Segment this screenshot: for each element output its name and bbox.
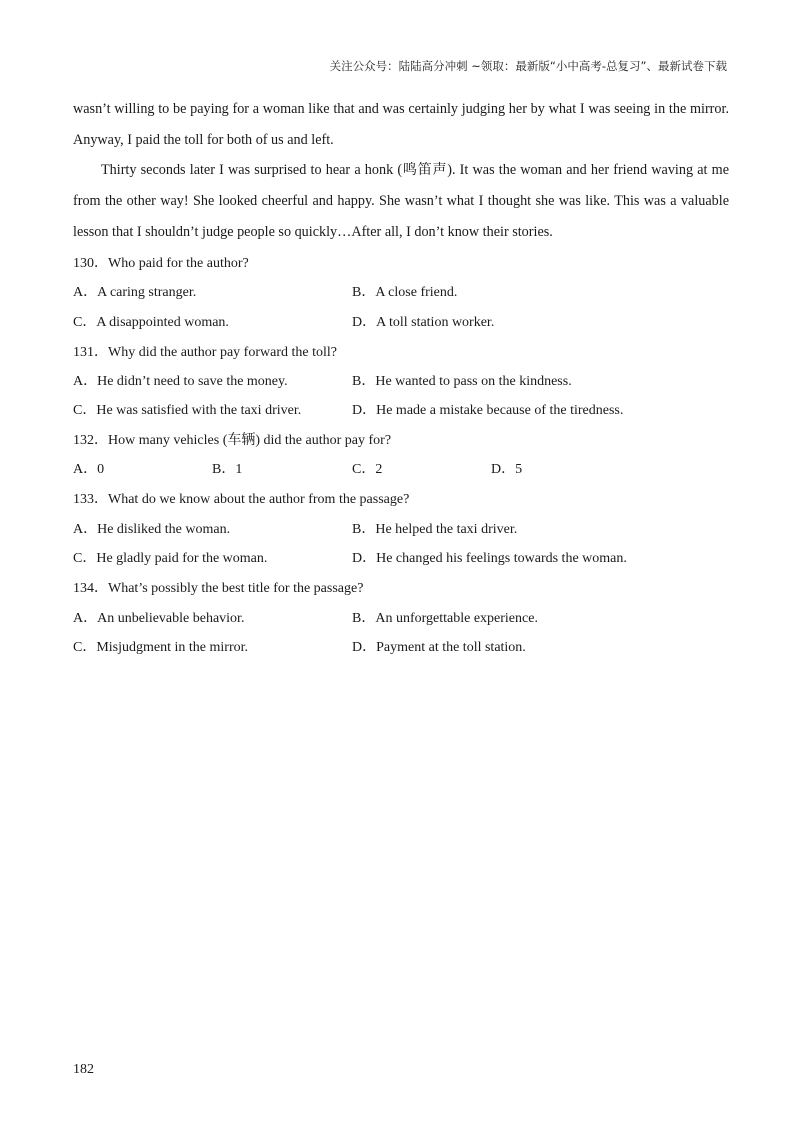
option-b: B．A close friend. [352, 285, 458, 300]
option-c: C．He was satisfied with the taxi driver. [73, 403, 302, 418]
question-stem: 134．What’s possibly the best title for the passage? [73, 581, 364, 596]
option-b: B．1 [212, 462, 243, 477]
option-b: B．He helped the taxi driver. [352, 522, 518, 537]
passage-continuation: wasn’t willing to be paying for a woman like that and was certainly judging her by what I was seeing in the mirror. Anyway, I paid the toll for both of us and left. [73, 101, 729, 148]
option-c: C．He gladly paid for the woman. [73, 551, 268, 566]
option-d: D．He made a mistake because of the tiredness. [352, 403, 624, 418]
option-d: D．A toll station worker. [352, 315, 495, 330]
passage-paragraph: Thirty seconds later I was surprised to hear a honk (鸣笛声). It was the woman and her friend waving at me from the other way! She looked cheerful and happy. She wasn’t what I thought she was like. This was a valuable lesson that I shouldn’t judge people so quickly…After all, I don’t know their stories. [73, 162, 729, 240]
option-b: B．An unforgettable experience. [352, 611, 538, 626]
question-stem: 133．What do we know about the author from the passage? [73, 492, 410, 507]
option-c: C．A disappointed woman. [73, 315, 229, 330]
option-a: A．He disliked the woman. [73, 522, 231, 537]
option-c: C．Misjudgment in the mirror. [73, 640, 248, 655]
option-c: C．2 [352, 462, 383, 477]
page-number: 182 [73, 1062, 94, 1077]
option-a: A．An unbelievable behavior. [73, 611, 245, 626]
option-a: A．0 [73, 462, 105, 477]
page-header: 关注公众号：陆陆高分冲刺 ~领取：最新版“小中高考-总复习”、最新试卷下载 [329, 59, 727, 73]
question-stem: 131．Why did the author pay forward the toll? [73, 345, 337, 360]
option-d: D．Payment at the toll station. [352, 640, 526, 655]
question-stem: 132．How many vehicles (车辆) did the author pay for? [73, 433, 392, 448]
option-a: A．He didn’t need to save the money. [73, 374, 288, 389]
option-d: D．5 [491, 462, 523, 477]
option-d: D．He changed his feelings towards the woman. [352, 551, 627, 566]
option-b: B．He wanted to pass on the kindness. [352, 374, 572, 389]
question-stem: 130．Who paid for the author? [73, 256, 249, 271]
option-a: A．A caring stranger. [73, 285, 197, 300]
